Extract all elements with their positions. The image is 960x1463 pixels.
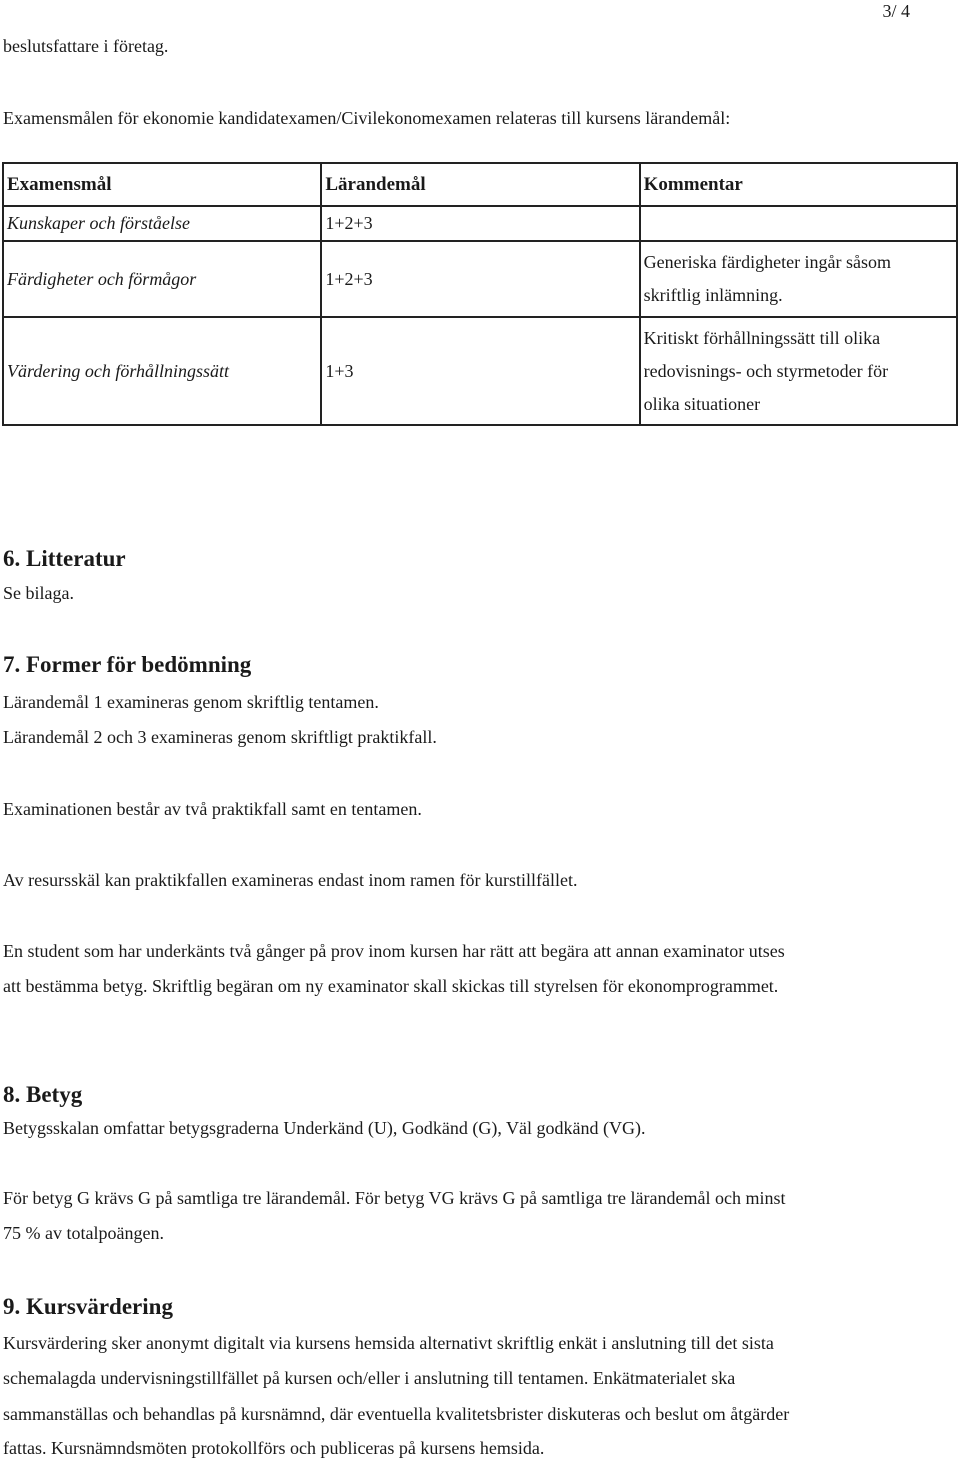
comment-line: skriftlig inlämning.: [643, 285, 783, 305]
table-row: [3, 317, 957, 425]
paragraph-line: schemalagda undervisningstillfället på kursen och/eller i anslutning till tentamen. Enkätmaterialet ska: [3, 1368, 736, 1388]
column-header: Kommentar: [640, 163, 957, 206]
section-heading: 9. Kursvärdering: [3, 1294, 173, 1319]
comment-line: redovisnings- och styrmetoder för: [643, 360, 889, 381]
paragraph-line: 75 % av totalpoängen.: [3, 1223, 164, 1243]
section-heading: 6. Litteratur: [3, 546, 126, 571]
comment-line: Kritiskt förhållningssätt till olika: [643, 327, 881, 348]
paragraph-line: att bestämma betyg. Skriftlig begäran om ny examinator skall skickas till styrelsen för ekonomprogrammet.: [3, 976, 779, 996]
table-header-row: [3, 163, 957, 206]
paragraph-line: Betygsskalan omfattar betygsgraderna Underkänd (U), Godkänd (G), Väl godkänd (VG).: [3, 1118, 646, 1138]
table-row: [3, 241, 957, 317]
paragraph-line: Examinationen består av två praktikfall samt en tentamen.: [3, 799, 422, 819]
objectives-table: [2, 162, 958, 426]
learning-goal-cell: 1+2+3: [321, 241, 639, 317]
comment-cell: [640, 317, 957, 425]
comment-cell: [640, 206, 957, 241]
section-text: Se bilaga.: [3, 583, 74, 603]
exam-goal-cell: Kunskaper och förståelse: [3, 206, 321, 241]
comment-line: olika situationer: [643, 393, 761, 414]
comment-cell: [640, 241, 957, 317]
exam-goal-cell: Färdigheter och förmågor: [3, 241, 321, 317]
section-heading: 7. Former för bedömning: [3, 652, 252, 677]
learning-goal-cell: 1+3: [321, 317, 639, 425]
comment-line: Generiska färdigheter ingår såsom: [643, 252, 892, 272]
paragraph-line: fattas. Kursnämndsmöten protokollförs och publiceras på kursens hemsida.: [3, 1438, 545, 1458]
page-number: 3/ 4: [882, 1, 910, 21]
intro-line: beslutsfattare i företag.: [3, 36, 169, 56]
paragraph-line: sammanställas och behandlas på kursnämnd, där eventuella kvalitetsbrister diskuteras och beslut om åtgärder: [3, 1404, 790, 1424]
paragraph-line: Kursvärdering sker anonymt digitalt via kursens hemsida alternativt skriftlig enkät i anslutning till det sista: [3, 1333, 774, 1353]
learning-goal-cell: 1+2+3: [321, 206, 639, 241]
section-heading: 8. Betyg: [3, 1082, 83, 1107]
table-row: [3, 206, 957, 241]
column-header: Lärandemål: [321, 163, 639, 206]
paragraph-line: Av resursskäl kan praktikfallen examineras endast inom ramen för kurstillfället.: [3, 870, 578, 890]
objectives-intro: Examensmålen för ekonomie kandidatexamen/Civilekonomexamen relateras till kursens lärandemål:: [3, 108, 731, 128]
paragraph-line: För betyg G krävs G på samtliga tre lärandemål. För betyg VG krävs G på samtliga tre lärandemål och minst: [3, 1188, 786, 1208]
column-header: Examensmål: [3, 163, 321, 206]
paragraph-line: Lärandemål 1 examineras genom skriftlig tentamen.: [3, 692, 379, 712]
paragraph-line: Lärandemål 2 och 3 examineras genom skriftligt praktikfall.: [3, 727, 437, 747]
exam-goal-cell: Värdering och förhållningssätt: [3, 317, 321, 425]
paragraph-line: En student som har underkänts två gånger på prov inom kursen har rätt att begära att annan examinator utses: [3, 941, 785, 961]
